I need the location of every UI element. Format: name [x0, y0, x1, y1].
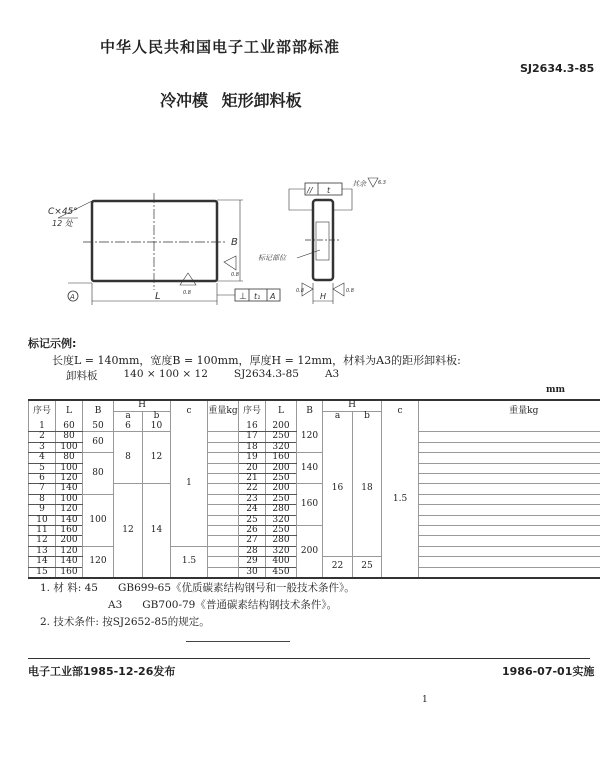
cell-a: 6 — [114, 422, 143, 432]
cell-a: 22 — [323, 557, 353, 578]
cell-weight — [419, 463, 600, 473]
cell-L: 250 — [266, 526, 297, 536]
cell-L: 160 — [56, 567, 83, 578]
cell-weight — [208, 484, 239, 494]
cell-L: 160 — [56, 526, 83, 536]
header-b: b — [353, 412, 382, 423]
header-H: H — [114, 400, 171, 412]
dim-B-label: B — [231, 237, 238, 248]
cell-weight — [208, 526, 239, 536]
row-number: 4 — [29, 453, 56, 463]
cell-weight — [419, 546, 600, 556]
standard-code: SJ2634.3-85 — [520, 62, 595, 75]
cell-weight — [208, 557, 239, 567]
header-c: c — [171, 400, 208, 422]
roughness-value: 0.8 — [346, 288, 354, 294]
row-number: 9 — [29, 505, 56, 515]
header-B: B — [297, 400, 323, 422]
cell-weight — [208, 422, 239, 432]
cell-weight — [419, 526, 600, 536]
header-no: 序号 — [239, 400, 266, 422]
cell-weight — [419, 515, 600, 525]
row-number: 11 — [29, 526, 56, 536]
cell-b: 12 — [143, 432, 171, 484]
cell-L: 100 — [56, 494, 83, 504]
cell-weight — [208, 494, 239, 504]
cell-b: 14 — [143, 484, 171, 578]
cell-weight — [419, 442, 600, 452]
perp-datum: A — [270, 292, 276, 301]
cell-L: 100 — [56, 442, 83, 452]
cell-weight — [419, 474, 600, 484]
rest-label: 其余 — [352, 180, 366, 188]
cell-a: 12 — [114, 484, 143, 578]
cell-L: 140 — [56, 515, 83, 525]
page-title: 冷冲模 矩形卸料板 — [160, 91, 302, 110]
cell-weight — [208, 546, 239, 556]
row-number: 10 — [29, 515, 56, 525]
cell-weight — [419, 432, 600, 442]
cell-b: 10 — [143, 422, 171, 432]
parallel-symbol: // — [307, 186, 313, 195]
marking-example-description: 长度L = 140mm，宽度B = 100mm，厚度H = 12mm，材料为A3的距形卸料板: — [52, 354, 461, 367]
cell-weight — [419, 453, 600, 463]
unit-label: mm — [546, 385, 566, 395]
cell-L: 280 — [266, 536, 297, 546]
cell-L: 200 — [266, 463, 297, 473]
cell-L: 80 — [56, 432, 83, 442]
cell-L: 200 — [266, 484, 297, 494]
note-1-standard-2: GB700-79《普通碳素结构钢技术条件》。 — [142, 599, 338, 611]
table-row — [29, 484, 600, 494]
cell-B: 200 — [297, 526, 323, 579]
notes — [40, 580, 355, 631]
cell-B: 80 — [83, 453, 114, 495]
cell-weight — [208, 567, 239, 578]
row-number: 24 — [239, 505, 266, 515]
row-number: 20 — [239, 463, 266, 473]
cell-weight — [208, 505, 239, 515]
cell-L: 250 — [266, 474, 297, 484]
row-number: 21 — [239, 474, 266, 484]
header-a: a — [323, 412, 353, 423]
cell-L: 280 — [266, 505, 297, 515]
row-number: 2 — [29, 432, 56, 442]
header-a: a — [114, 412, 143, 423]
row-number: 28 — [239, 546, 266, 556]
cell-weight — [419, 567, 600, 578]
example-name: 卸料板 — [66, 370, 98, 382]
header-weight: 重量kg — [208, 400, 239, 422]
cell-c: 1 — [171, 422, 208, 546]
cell-L: 140 — [56, 557, 83, 567]
cell-L: 80 — [56, 453, 83, 463]
cell-weight — [419, 505, 600, 515]
cell-B: 160 — [297, 484, 323, 526]
cell-weight — [208, 515, 239, 525]
cell-a: 8 — [114, 432, 143, 484]
row-number: 12 — [29, 536, 56, 546]
cell-B: 100 — [83, 494, 114, 546]
roughness-value: 0.8 — [296, 288, 304, 294]
note-1-material-2: A3 — [108, 599, 123, 611]
perp-tolerance: t₁ — [254, 292, 261, 301]
cell-L: 450 — [266, 567, 297, 578]
row-number: 7 — [29, 484, 56, 494]
chamfer-label: C×45° — [48, 207, 78, 217]
cell-B: 50 — [83, 422, 114, 432]
marking-example-heading: 标记示例: — [28, 337, 77, 350]
roughness-value: 0.8 — [183, 290, 191, 296]
cell-L: 250 — [266, 432, 297, 442]
datum-label: A — [70, 293, 75, 301]
roughness-icon — [224, 256, 236, 270]
cell-L: 320 — [266, 442, 297, 452]
cell-b: 18 — [353, 422, 382, 557]
cell-L: 250 — [266, 494, 297, 504]
cell-L: 100 — [56, 463, 83, 473]
cell-weight — [208, 453, 239, 463]
cell-L: 140 — [56, 484, 83, 494]
example-code: SJ2634.3-85 — [233, 368, 299, 380]
note-1-material-1: 45 — [84, 582, 98, 594]
row-number: 27 — [239, 536, 266, 546]
note-1-label: 1. 材 料: — [40, 582, 82, 594]
row-number: 8 — [29, 494, 56, 504]
cell-L: 120 — [56, 505, 83, 515]
effective-date: 1986-07-01实施 — [502, 665, 595, 678]
header-b: b — [143, 412, 171, 423]
cell-weight — [208, 536, 239, 546]
cell-L: 200 — [56, 536, 83, 546]
cell-weight — [419, 557, 600, 567]
cell-B: 120 — [297, 422, 323, 453]
table-row — [29, 422, 600, 432]
row-number: 14 — [29, 557, 56, 567]
marking-area — [316, 222, 329, 260]
cell-c: 1.5 — [382, 422, 419, 578]
cell-weight — [419, 494, 600, 504]
cell-B: 140 — [297, 453, 323, 484]
divider — [186, 641, 290, 642]
row-number: 13 — [29, 546, 56, 556]
cell-L: 200 — [266, 422, 297, 432]
roughness-value: 0.8 — [231, 272, 239, 278]
marking-example-line — [66, 368, 339, 383]
cell-L: 160 — [266, 453, 297, 463]
cell-weight — [208, 442, 239, 452]
header-no: 序号 — [29, 400, 56, 422]
roughness-icon — [180, 273, 196, 285]
header-L: L — [266, 400, 297, 422]
technical-drawing — [0, 150, 600, 325]
row-number: 22 — [239, 484, 266, 494]
row-number: 6 — [29, 474, 56, 484]
header-c: c — [382, 400, 419, 422]
standard-header: 中华人民共和国电子工业部部标准 — [100, 38, 341, 56]
header-H: H — [323, 400, 382, 412]
roughness-icon — [368, 178, 378, 187]
cell-c: 1.5 — [171, 546, 208, 578]
row-number: 30 — [239, 567, 266, 578]
cell-L: 400 — [266, 557, 297, 567]
row-number: 16 — [239, 422, 266, 432]
cell-L: 120 — [56, 546, 83, 556]
perp-symbol: ⊥ — [239, 292, 247, 302]
cell-L: 320 — [266, 515, 297, 525]
cell-weight — [208, 474, 239, 484]
cell-L: 60 — [56, 422, 83, 432]
rest-roughness: 6.3 — [378, 180, 386, 186]
cell-a: 16 — [323, 422, 353, 557]
row-number: 3 — [29, 442, 56, 452]
page-number: 1 — [422, 695, 428, 705]
row-number: 1 — [29, 422, 56, 432]
example-material: A3 — [324, 368, 340, 380]
row-number: 26 — [239, 526, 266, 536]
issued-date: 电子工业部1985-12-26发布 — [28, 665, 176, 678]
row-number: 15 — [29, 567, 56, 578]
roughness-icon — [333, 283, 344, 296]
chamfer-count-label: 12 处 — [52, 219, 73, 228]
row-number: 23 — [239, 494, 266, 504]
cell-weight — [208, 463, 239, 473]
cell-b: 25 — [353, 557, 382, 578]
header-L: L — [56, 400, 83, 422]
dim-H-label: H — [320, 292, 327, 301]
mark-position-label: 标记部位 — [258, 254, 286, 262]
cell-B: 120 — [83, 546, 114, 578]
row-number: 5 — [29, 463, 56, 473]
cell-weight — [419, 536, 600, 546]
dim-L-label: L — [155, 291, 161, 302]
footer-divider — [28, 658, 590, 659]
cell-L: 120 — [56, 474, 83, 484]
header-weight: 重量kg — [419, 400, 600, 422]
cell-L: 320 — [266, 546, 297, 556]
parallel-tolerance: t — [327, 186, 331, 195]
row-number: 17 — [239, 432, 266, 442]
cell-B: 60 — [83, 432, 114, 453]
note-1-standard-1: GB699-65《优质碳素结构钢号和一般技术条件》。 — [117, 582, 355, 594]
cell-weight — [419, 484, 600, 494]
row-number: 25 — [239, 515, 266, 525]
example-size: 140 × 100 × 12 — [123, 368, 208, 380]
header-B: B — [83, 400, 114, 422]
cell-weight — [208, 432, 239, 442]
cell-weight — [419, 422, 600, 432]
row-number: 18 — [239, 442, 266, 452]
row-number: 29 — [239, 557, 266, 567]
dimension-table — [28, 399, 600, 579]
note-2: 2. 技术条件: 按SJ2652-85的规定。 — [40, 616, 210, 628]
row-number: 19 — [239, 453, 266, 463]
plate-front-view — [92, 201, 217, 281]
